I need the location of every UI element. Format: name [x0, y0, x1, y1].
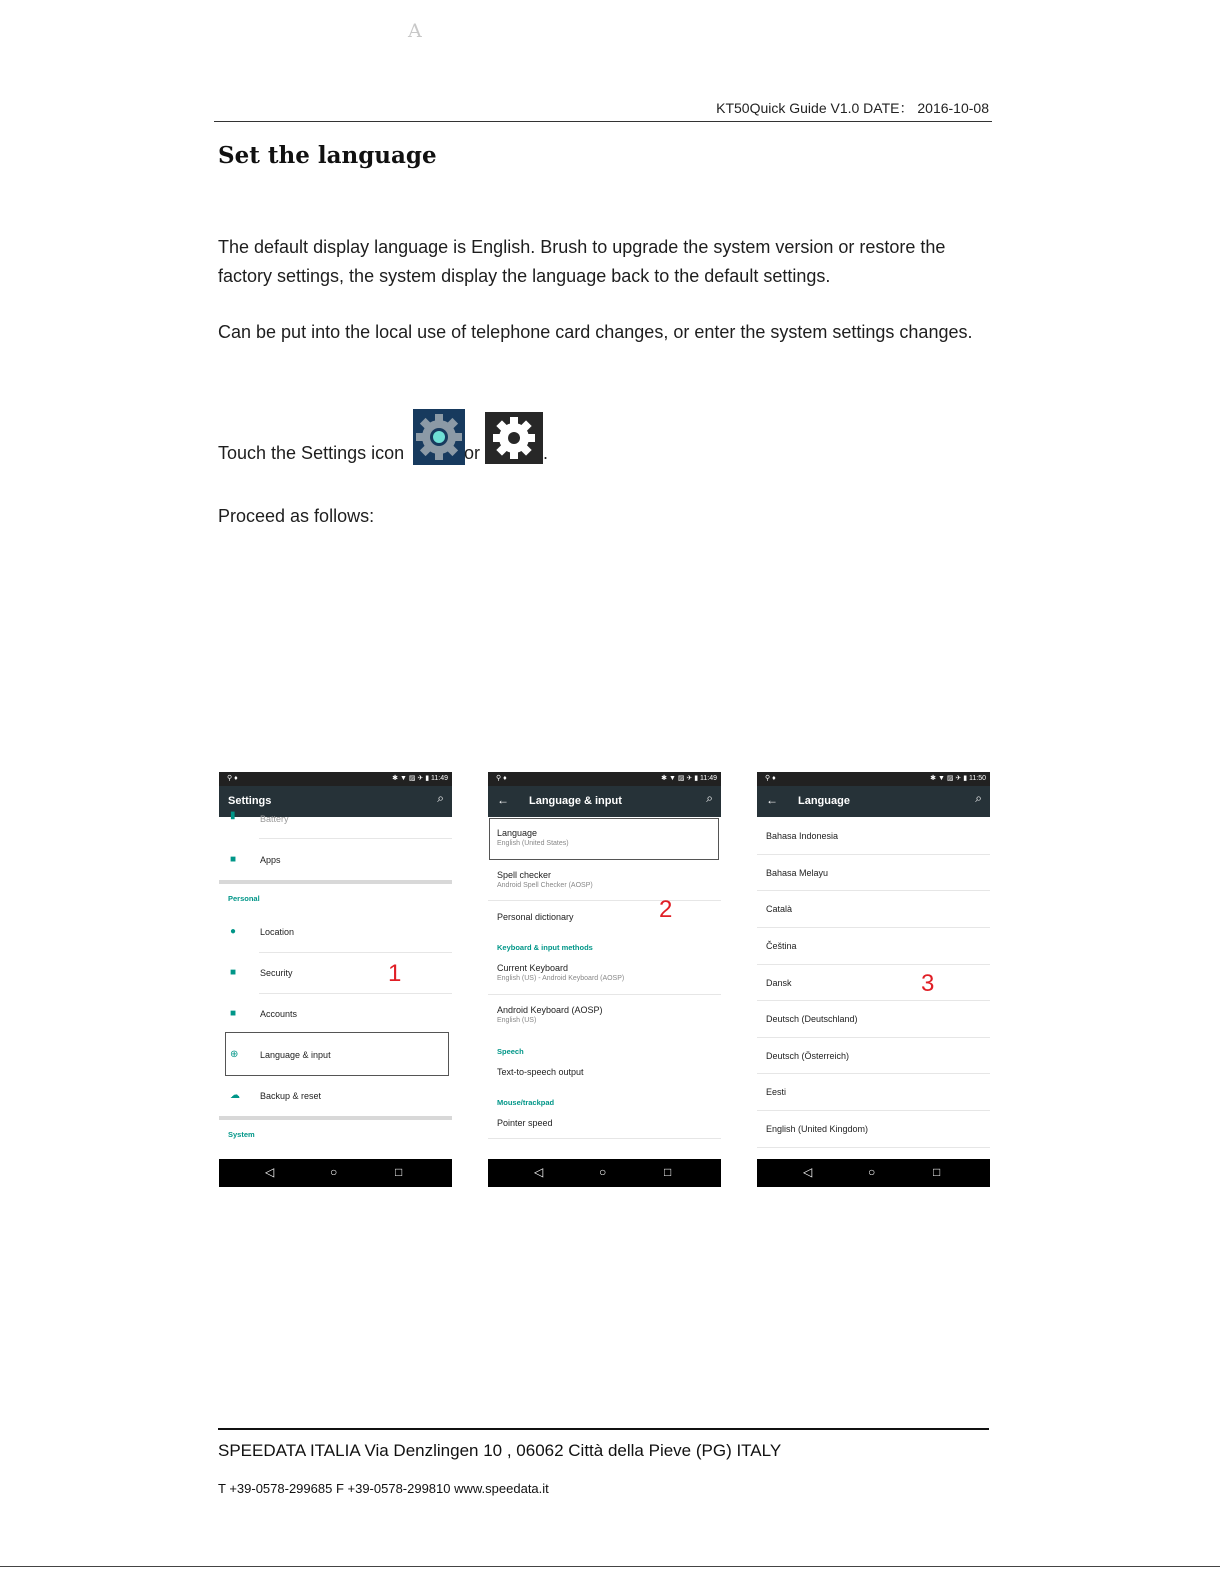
app-toolbar — [488, 786, 721, 817]
settings-item-battery[interactable]: Battery — [260, 814, 289, 824]
status-bar — [219, 772, 452, 786]
nav-bar — [219, 1159, 452, 1187]
or-text: or — [464, 443, 481, 463]
back-arrow-icon[interactable]: ← — [766, 793, 778, 807]
home-nav-icon[interactable]: ○ — [330, 1165, 338, 1179]
settings-item-apps[interactable]: Apps — [260, 855, 281, 865]
toolbar-title: Settings — [228, 795, 272, 807]
settings-item-backup-reset[interactable]: Backup & reset — [260, 1091, 322, 1101]
status-time: ✱ ▼ ▨ ✈ ▮ 11:49 — [392, 775, 448, 782]
back-nav-icon[interactable]: ◁ — [534, 1165, 544, 1179]
language-option[interactable]: Dansk — [766, 978, 792, 988]
footer-address: SPEEDATA ITALIA Via Denzlingen 10 , 06062 Città della Pieve (PG) ITALY — [218, 1441, 782, 1460]
recents-nav-icon[interactable]: □ — [664, 1165, 672, 1179]
accounts-icon: ■ — [230, 1008, 237, 1019]
pref-language[interactable]: Language English (United States) — [497, 828, 569, 847]
document-header: KT50Quick Guide V1.0 DATE： 2016-10-08 — [716, 100, 989, 116]
category-keyboard: Keyboard & input methods — [497, 943, 593, 952]
phone-screenshot-language — [757, 772, 990, 1187]
proceed-text: Proceed as follows: — [218, 506, 375, 526]
settings-icon-dark — [485, 412, 543, 464]
settings-item-security[interactable]: Security — [260, 968, 293, 978]
pref-spell-checker[interactable]: Spell checker Android Spell Checker (AOSP) — [497, 870, 593, 889]
pref-pointer-speed[interactable]: Pointer speed — [497, 1118, 553, 1128]
step-number-2: 2 — [659, 896, 673, 923]
category-personal: Personal — [228, 894, 260, 903]
toolbar-title: Language & input — [529, 795, 622, 807]
pref-personal-dictionary[interactable]: Personal dictionary — [497, 912, 574, 922]
page-bottom-border — [0, 1566, 1220, 1567]
settings-item-language-input[interactable]: Language & input — [260, 1050, 331, 1060]
step-number-3: 3 — [921, 970, 935, 997]
lock-icon: ■ — [230, 967, 237, 978]
phone-screenshot-settings — [219, 772, 452, 1187]
sentence-end: . — [543, 443, 549, 463]
home-nav-icon[interactable]: ○ — [868, 1165, 876, 1179]
language-option[interactable]: Bahasa Indonesia — [766, 831, 839, 841]
recents-nav-icon[interactable]: □ — [933, 1165, 941, 1179]
language-option[interactable]: Deutsch (Deutschland) — [766, 1014, 858, 1024]
language-option[interactable]: Eesti — [766, 1087, 787, 1097]
home-nav-icon[interactable]: ○ — [599, 1165, 607, 1179]
paragraph-default-language: The default display language is English. Brush to upgrade the system version or restore the factory settings, the system display the language back to the default settings. — [218, 237, 946, 286]
back-arrow-icon[interactable]: ← — [497, 793, 509, 807]
recents-nav-icon[interactable]: □ — [395, 1165, 403, 1179]
pref-current-keyboard[interactable]: Current Keyboard English (US) - Android Keyboard (AOSP) — [497, 963, 625, 982]
settings-item-location[interactable]: Location — [260, 927, 295, 937]
settings-icon-blue — [413, 409, 465, 465]
nav-bar — [488, 1159, 721, 1187]
category-mouse: Mouse/trackpad — [497, 1098, 555, 1107]
watermark-letter: A — [408, 20, 422, 42]
footer-divider — [218, 1428, 989, 1430]
app-toolbar — [219, 786, 452, 817]
status-bar: ⚲ ♦ ✱ ▼ ▨ ✈ ▮ 11:49 — [488, 772, 721, 786]
settings-item-accounts[interactable]: Accounts — [260, 1009, 298, 1019]
globe-icon: ⊕ — [230, 1049, 239, 1060]
language-option[interactable]: Bahasa Melayu — [766, 868, 829, 878]
cloud-icon: ☁ — [230, 1090, 240, 1101]
section-title: Set the language — [218, 142, 437, 169]
phone-screenshot-language-input — [488, 772, 721, 1187]
battery-icon: ▮ — [230, 810, 236, 821]
header-divider — [214, 121, 992, 122]
pref-android-keyboard[interactable]: Android Keyboard (AOSP) English (US) — [497, 1005, 603, 1024]
nav-bar — [757, 1159, 990, 1187]
language-option[interactable]: English (United Kingdom) — [766, 1124, 869, 1134]
step-number-1: 1 — [388, 960, 402, 987]
paragraph-change-options: Can be put into the local use of telephone card changes, or enter the system settings changes. — [218, 322, 973, 342]
search-icon[interactable]: ⌕ — [437, 791, 444, 805]
toolbar-title: Language — [798, 795, 850, 807]
location-icon: ● — [230, 926, 237, 937]
category-speech: Speech — [497, 1047, 524, 1056]
status-time: ✱ ▼ ▨ ✈ ▮ 11:49 — [661, 775, 717, 782]
search-icon[interactable]: ⌕ — [706, 791, 713, 805]
search-icon[interactable]: ⌕ — [975, 791, 982, 805]
language-option[interactable]: Deutsch (Österreich) — [766, 1051, 850, 1061]
category-system: System — [228, 1130, 255, 1139]
app-toolbar — [757, 786, 990, 817]
touch-instruction: Touch the Settings icon — [218, 443, 405, 463]
back-nav-icon[interactable]: ◁ — [265, 1165, 275, 1179]
language-option[interactable]: Čeština — [766, 941, 797, 951]
status-left-icons: ⚲ ♦ — [227, 775, 238, 782]
status-bar: ⚲ ♦ ✱ ▼ ▨ ✈ ▮ 11:50 — [757, 772, 990, 786]
footer-contacts: T +39-0578-299685 F +39-0578-299810 www.speedata.it — [218, 1481, 549, 1496]
pref-text-to-speech[interactable]: Text-to-speech output — [497, 1067, 584, 1077]
language-option[interactable]: Català — [766, 904, 793, 914]
back-nav-icon[interactable]: ◁ — [803, 1165, 813, 1179]
status-time: ✱ ▼ ▨ ✈ ▮ 11:50 — [930, 775, 986, 782]
apps-icon: ■ — [230, 854, 237, 865]
